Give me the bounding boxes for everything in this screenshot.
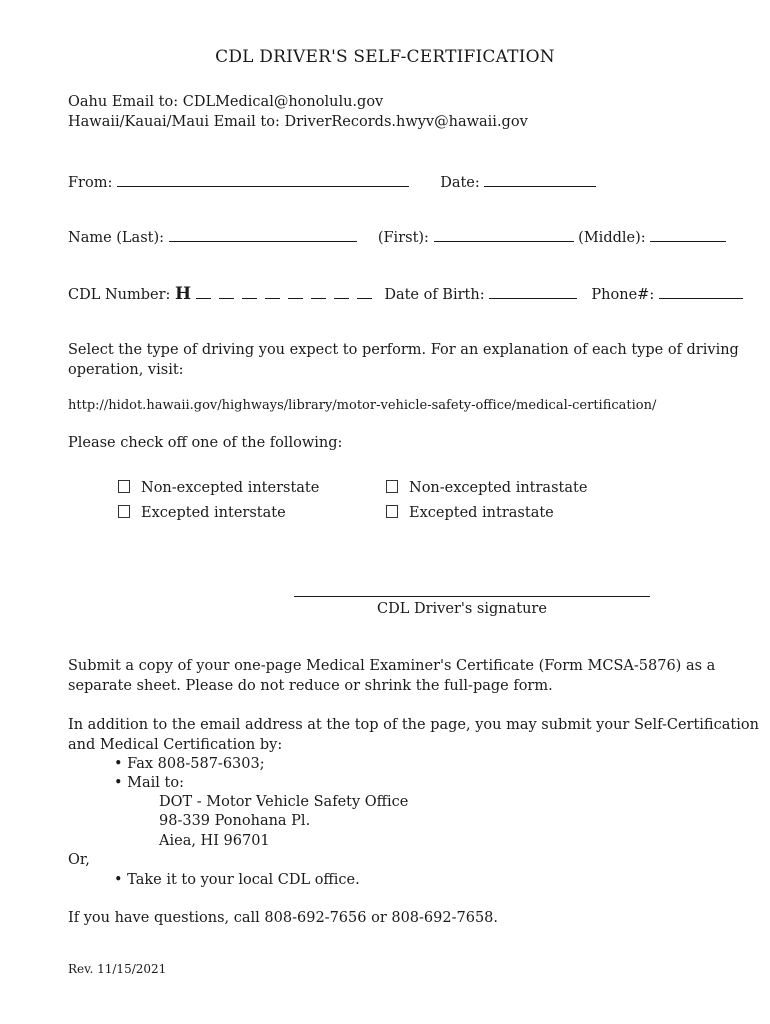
name-first-field[interactable] bbox=[434, 227, 574, 242]
revision-date: Rev. 11/15/2021 bbox=[68, 962, 167, 976]
submit-line3: In addition to the email address at the top of the page, you may submit your Self-Certification bbox=[68, 717, 759, 733]
name-last-label: Name (Last): bbox=[68, 230, 165, 246]
take-bullet: • Take it to your local CDL office. bbox=[114, 872, 360, 888]
name-row bbox=[68, 227, 726, 246]
checkbox-icon[interactable] bbox=[118, 505, 130, 518]
cdl-row bbox=[68, 284, 743, 304]
name-last-field[interactable] bbox=[169, 227, 357, 242]
select-instruction-line2: operation, visit: bbox=[68, 362, 184, 378]
explanation-url[interactable]: http://hidot.hawaii.gov/highways/library/motor-vehicle-safety-office/medical-certification/ bbox=[68, 398, 657, 413]
fax-bullet: • Fax 808-587-6303; bbox=[114, 756, 265, 772]
phone-field[interactable] bbox=[659, 284, 743, 299]
or-text: Or, bbox=[68, 852, 90, 868]
signature-line[interactable] bbox=[294, 596, 650, 597]
address-line1: DOT - Motor Vehicle Safety Office bbox=[159, 794, 409, 810]
date-label: Date: bbox=[440, 175, 480, 191]
mail-bullet: • Mail to: bbox=[114, 775, 184, 791]
option-non-excepted-interstate[interactable] bbox=[118, 480, 319, 496]
other-islands-email-label: Hawaii/Kauai/Maui Email to: bbox=[68, 114, 280, 130]
checkbox-icon[interactable] bbox=[386, 505, 398, 518]
option-excepted-intrastate[interactable] bbox=[386, 505, 554, 521]
from-label: From: bbox=[68, 175, 113, 191]
checkbox-icon[interactable] bbox=[386, 480, 398, 493]
option-label: Excepted intrastate bbox=[409, 505, 554, 521]
oahu-email-label: Oahu Email to: bbox=[68, 94, 179, 110]
dob-field[interactable] bbox=[489, 284, 577, 299]
option-label: Non-excepted intrastate bbox=[409, 480, 588, 496]
cdl-prefix: H bbox=[175, 284, 192, 304]
signature-label: CDL Driver's signature bbox=[377, 601, 547, 617]
questions-line: If you have questions, call 808-692-7656 or 808-692-7658. bbox=[68, 910, 499, 926]
submit-line4: and Medical Certification by: bbox=[68, 737, 283, 753]
page-title: CDL DRIVER'S SELF-CERTIFICATION bbox=[215, 47, 555, 67]
other-islands-email-address: DriverRecords.hwyv@hawaii.gov bbox=[284, 114, 528, 130]
name-middle-field[interactable] bbox=[650, 227, 726, 242]
select-instruction-line1: Select the type of driving you expect to perform. For an explanation of each type of driving bbox=[68, 342, 739, 358]
option-non-excepted-intrastate[interactable] bbox=[386, 480, 587, 496]
check-prompt: Please check off one of the following: bbox=[68, 435, 343, 451]
submit-line1: Submit a copy of your one-page Medical Examiner's Certificate (Form MCSA-5876) as a bbox=[68, 658, 716, 674]
option-excepted-interstate[interactable] bbox=[118, 505, 286, 521]
address-line3: Aiea, HI 96701 bbox=[159, 833, 270, 849]
address-line2: 98-339 Ponohana Pl. bbox=[159, 813, 311, 829]
cdl-number-field[interactable] bbox=[196, 287, 380, 303]
other-islands-email-line bbox=[68, 114, 528, 130]
dob-label: Date of Birth: bbox=[384, 287, 485, 303]
submit-line2: separate sheet. Please do not reduce or shrink the full-page form. bbox=[68, 678, 553, 694]
option-label: Non-excepted interstate bbox=[141, 480, 320, 496]
option-label: Excepted interstate bbox=[141, 505, 286, 521]
cdl-number-label: CDL Number: bbox=[68, 287, 171, 303]
oahu-email-address: CDLMedical@honolulu.gov bbox=[182, 94, 384, 110]
name-middle-label: (Middle): bbox=[578, 230, 646, 246]
phone-label: Phone#: bbox=[591, 287, 655, 303]
oahu-email-line bbox=[68, 94, 383, 110]
checkbox-icon[interactable] bbox=[118, 480, 130, 493]
name-first-label: (First): bbox=[377, 230, 429, 246]
from-field[interactable] bbox=[117, 172, 409, 187]
date-field[interactable] bbox=[484, 172, 596, 187]
from-date-row bbox=[68, 172, 596, 191]
